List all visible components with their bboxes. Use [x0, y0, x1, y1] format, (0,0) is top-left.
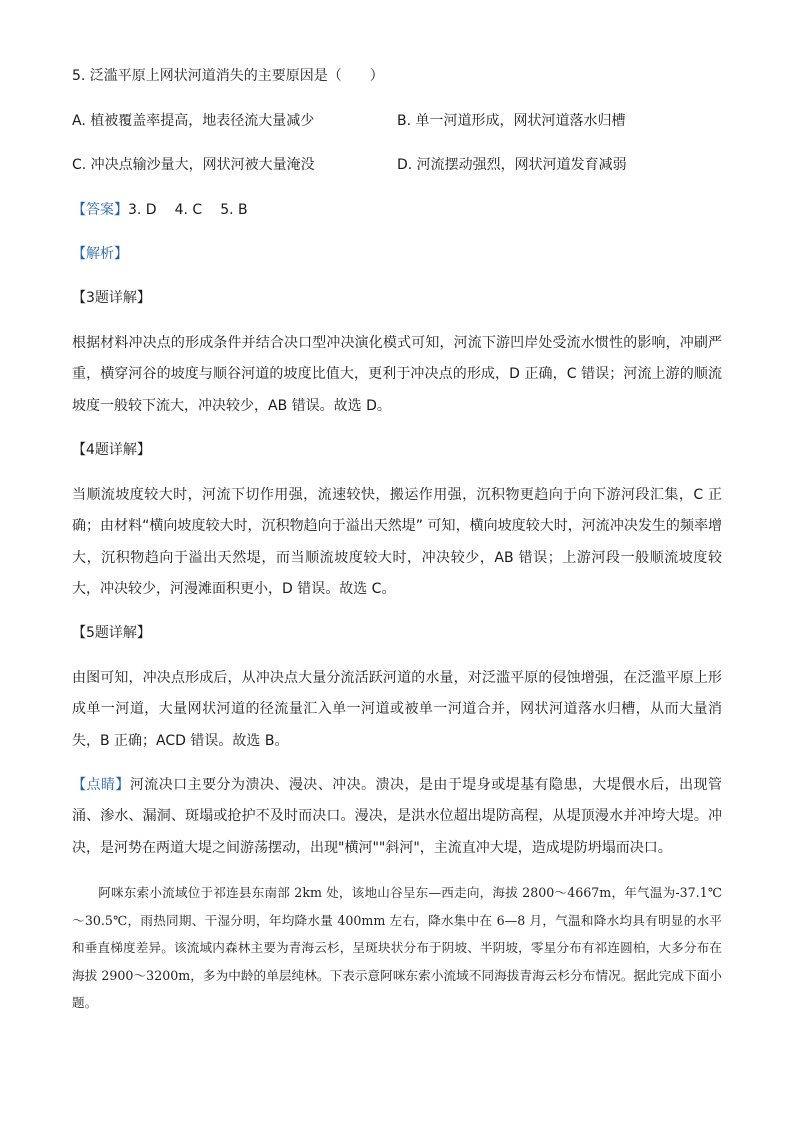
detail-5-heading: 【5题详解】: [72, 625, 151, 641]
answer-3: 3. D: [128, 202, 157, 218]
answer-line: [72, 201, 248, 219]
detail-3-heading: 【3题详解】: [72, 290, 151, 306]
option-a: A. 植被覆盖率提高，地表径流大量减少: [72, 113, 315, 129]
detail-5-text: 由图可知，冲决点形成后，从冲决点大量分流活跃河道的水量，对泛滥平原的侵蚀增强，在泛滥平原上形成单一河道，大量网状河道的径流量汇入单一河道或被单一河道合并，网状河道落水归槽，从而大量消失，B 正确；ACD 错误。故选 B。: [72, 670, 722, 749]
answer-4: 4. C: [174, 202, 203, 218]
detail-3-text: 根据材料冲决点的形成条件并结合决口型冲决演化模式可知，河流下游凹岸处受流水惯性的影响，冲刷严重，横穿河谷的坡度与顺谷河道的坡度比值大，更利于冲决点的形成，D 正确，C 错误；河流上游的顺流坡度一般较下流大，冲决较少，AB 错误。故选 D。: [72, 335, 722, 414]
option-d: D. 河流摆动强烈，网状河道发育减弱: [397, 157, 627, 173]
detail-4-text: 当顺流坡度较大时，河流下切作用强，流速较快，搬运作用强，沉积物更趋向于向下游河段汇集，C 正确；由材料“横向坡度较大时，沉积物趋向于溢出天然堤” 可知，横向坡度较大时，河流冲决发生的频率增大，沉积物趋向于溢出天然堤，而当顺流坡度较大时，冲决较少，AB 错误；上游河段一般顺流坡度较大，冲决较少，河漫滩面积更小，D 错误。故选 C。: [72, 487, 722, 597]
option-c: C. 冲决点输沙量大，网状河被大量淹没: [72, 157, 315, 173]
detail-4-heading: 【4题详解】: [72, 442, 151, 458]
answer-5: 5. B: [220, 202, 248, 218]
dianjing-paragraph: [72, 770, 722, 864]
material-paragraph: [72, 879, 722, 1017]
dianjing-label: 【点睛】: [72, 777, 130, 793]
answer-label: 【答案】: [72, 202, 128, 218]
option-b: B. 单一河道形成，网状河道落水归槽: [397, 113, 626, 129]
question-5-stem: 5. 泛滥平原上网状河道消失的主要原因是（ ）: [72, 68, 384, 84]
dianjing-text: 河流决口主要分为溃决、漫决、冲决。溃决，是由于堤身或堤基有隐患，大堤偎水后，出现管涌、渗水、漏洞、斑塌或抢护不及时而决口。漫决，是洪水位超出堤防高程，从堤顶漫水并冲垮大堤。冲决，是河势在两道大堤之间游荡摆动，出现"横河""斜河"，主流直冲大堤，造成堤防坍塌而决口。: [72, 777, 723, 856]
material-text: 阿咪东索小流域位于祁连县东南部 2km 处，该地山谷呈东—西走向，海拔 2800～4667m，年气温为-37.1℃～30.5℃，雨热同期、干湿分明，年均降水量 400mm 左右，降水集中在 6—8 月，气温和降水均具有明显的水平和垂直梯度差异。该流域内森林主要为青海云杉，呈斑块状分布于阴坡、半阴坡，零星分布有祁连圆柏，大多分布在海拔 2900～3200m，多为中龄的单层纯林。下表示意阿咪东索小流域不同海拔青海云杉分布情况。据此完成下面小题。: [72, 885, 722, 1010]
analysis-label: 【解析】: [72, 246, 128, 262]
